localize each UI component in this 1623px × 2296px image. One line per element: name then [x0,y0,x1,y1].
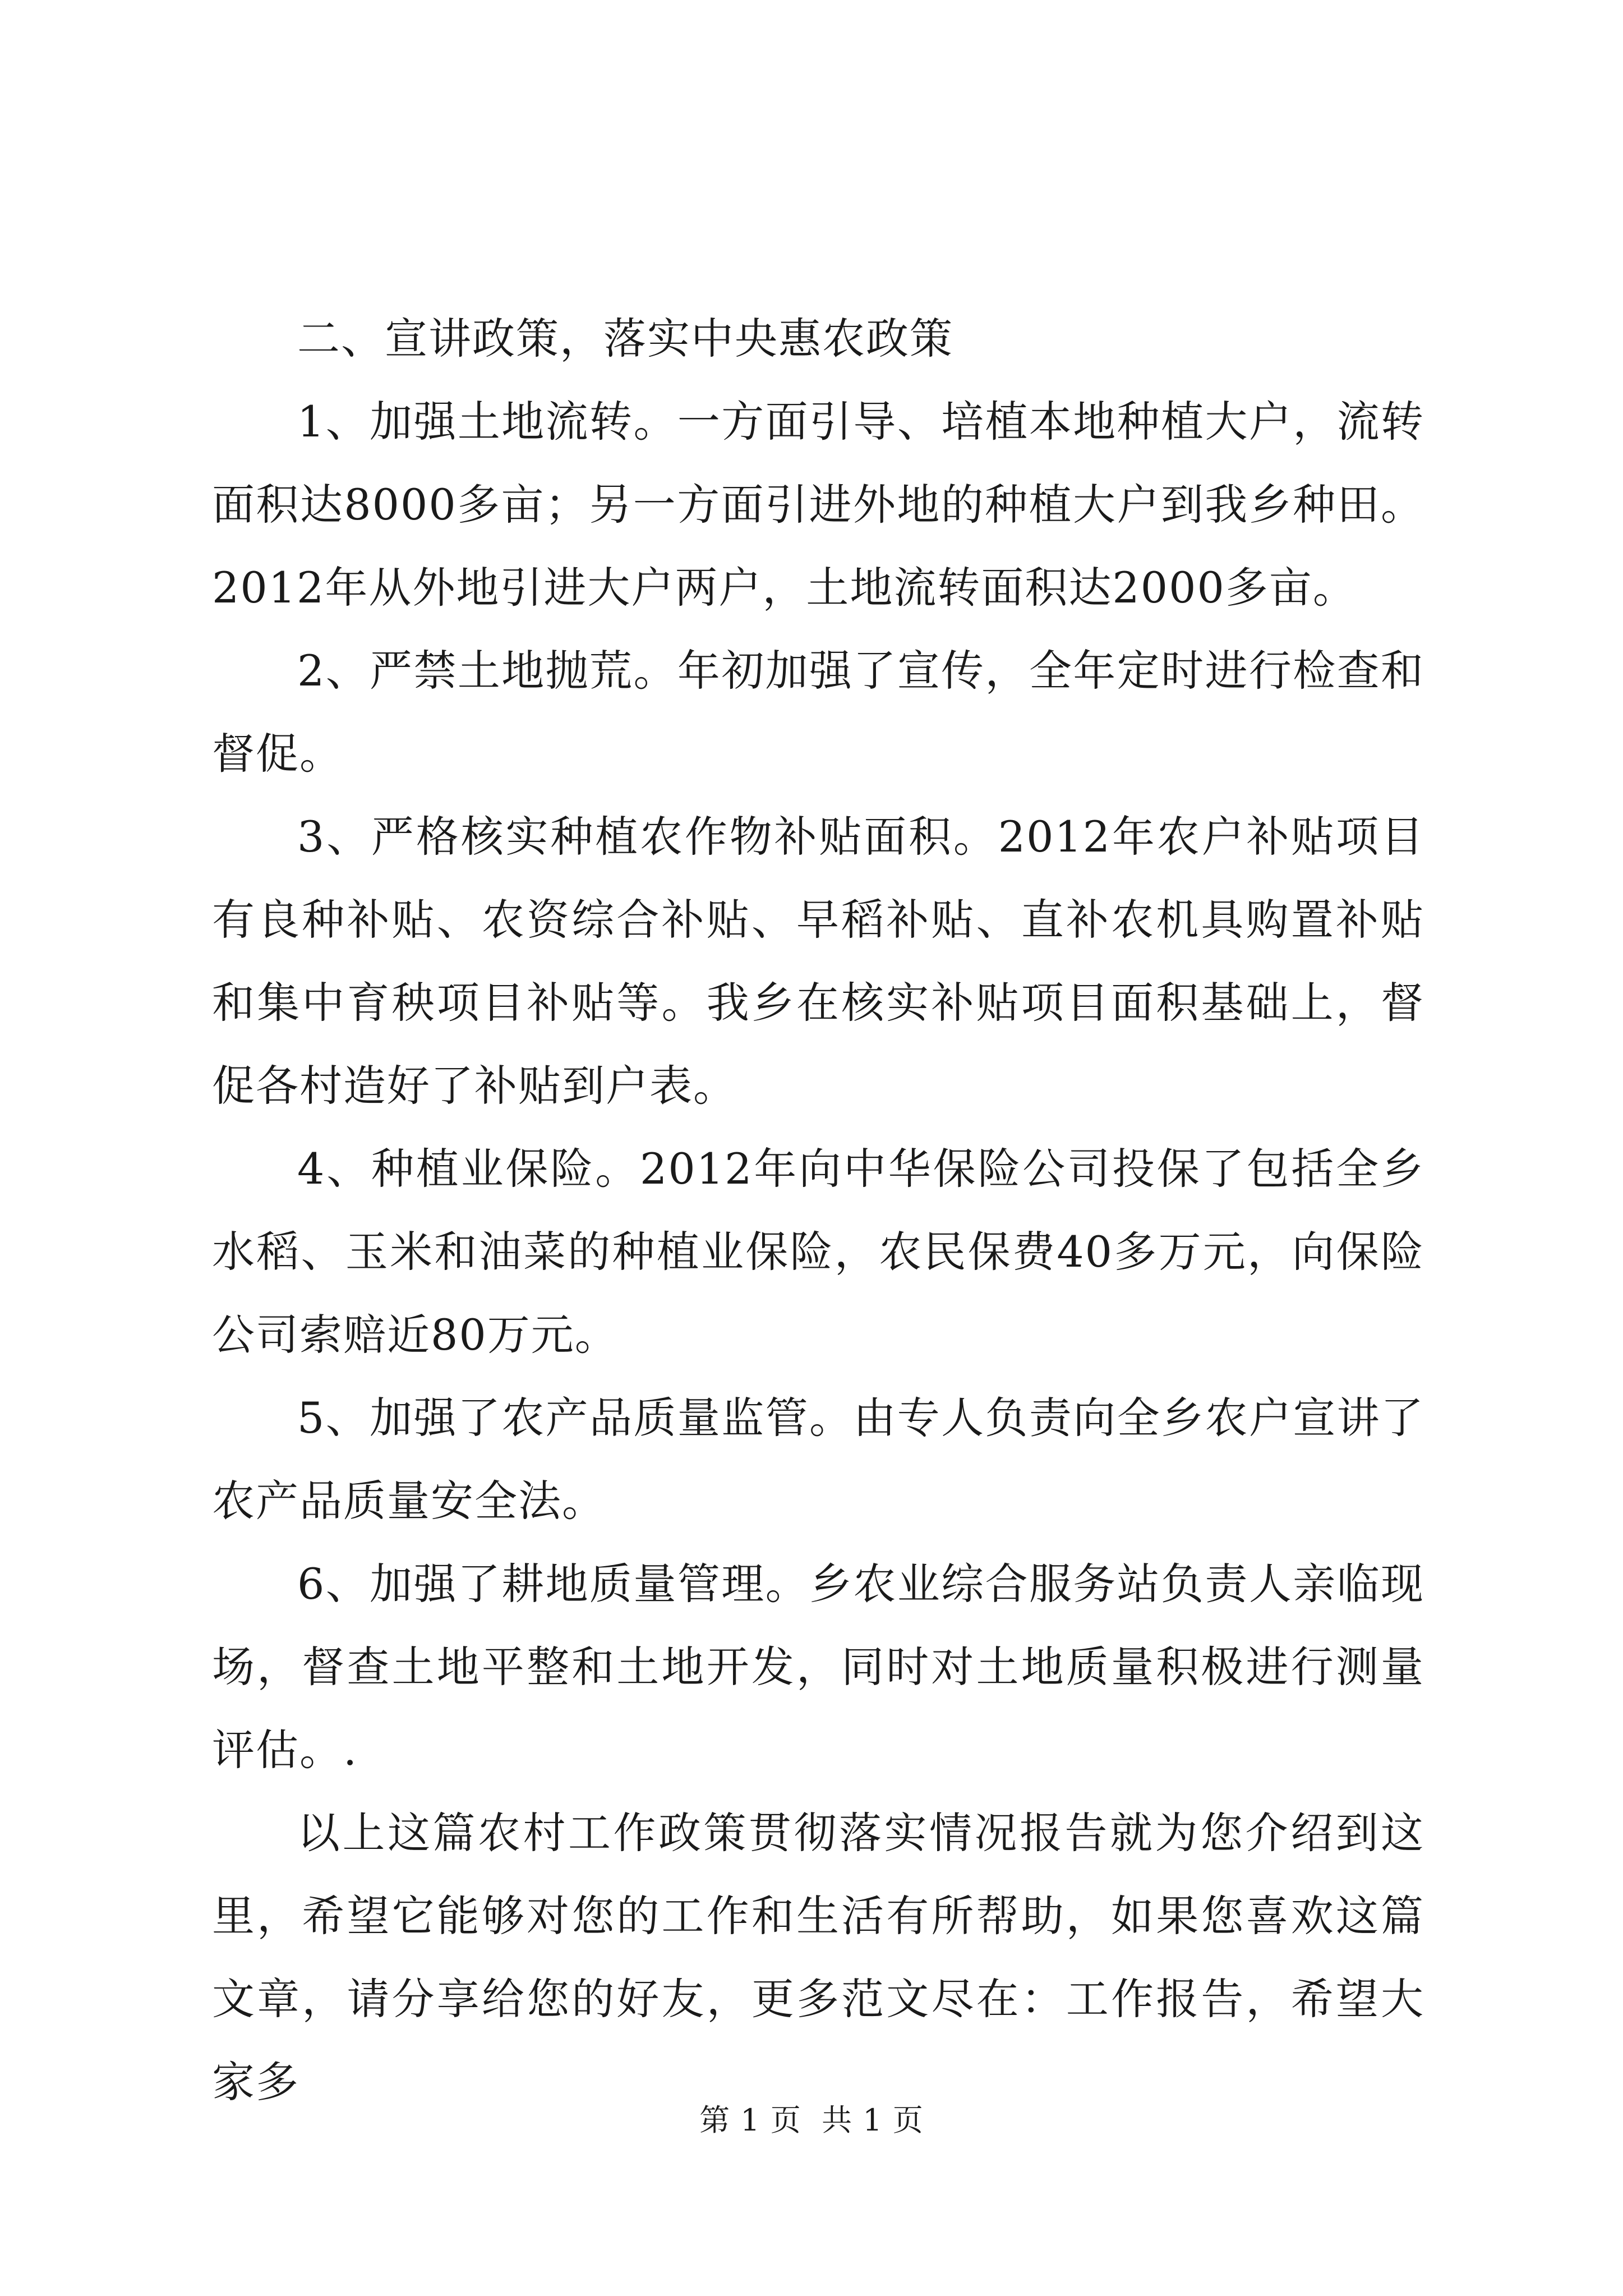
page-number: 第 1 页 共 1 页 [699,2102,924,2138]
section-heading: 二、宣讲政策，落实中央惠农政策 [297,314,953,364]
document-body [212,297,1424,2124]
paragraph-land-transfer: 1、加强土地流转。一方面引导、培植本地种植大户，流转面积达8000多亩；另一方面引进外地的种植大户到我乡种田。2012年从外地引进大户两户，土地流转面积达2000多亩。 [212,397,1424,613]
paragraph-closing: 以上这篇农村工作政策贯彻落实情况报告就为您介绍到这里，希望它能够对您的工作和生活有所帮助，如果您喜欢这篇文章，请分享给您的好友，更多范文尽在：工作报告，希望大家多 [212,1808,1424,2107]
paragraph-crop-insurance: 4、种植业保险。2012年向中华保险公司投保了包括全乡水稻、玉米和油菜的种植业保险，农民保费40多万元，向保险公司索赔近80万元。 [212,1144,1424,1360]
paragraph-land-abandonment: 2、严禁土地抛荒。年初加强了宣传，全年定时进行检查和督促。 [212,646,1424,779]
paragraph-subsidy-verification: 3、严格核实种植农作物补贴面积。2012年农户补贴项目有良种补贴、农资综合补贴、早稻补贴、直补农机具购置补贴和集中育秧项目补贴等。我乡在核实补贴项目面积基础上，督促各村造好了补贴到户表。 [212,812,1424,1111]
paragraph-quality-supervision: 5、加强了农产品质量监管。由专人负责向全乡农户宣讲了农产品质量安全法。 [212,1393,1424,1526]
paragraph-farmland-management: 6、加强了耕地质量管理。乡农业综合服务站负责人亲临现场，督查土地平整和土地开发，同时对土地质量积极进行测量评估。. [212,1559,1424,1775]
page-footer [0,2101,1623,2140]
